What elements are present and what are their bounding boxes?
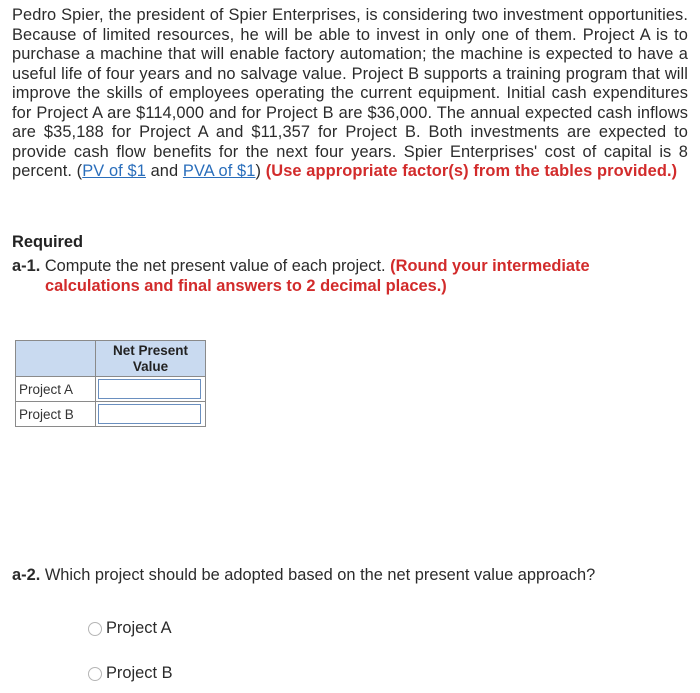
- a1-rounding-instruction-cont: calculations and final answers to 2 decimal places.): [45, 276, 447, 295]
- a2-number: a-2.: [12, 566, 41, 584]
- pva-of-1-link[interactable]: PVA of $1: [182, 162, 256, 180]
- a2-text: Which project should be adopted based on the net present value approach?: [44, 566, 596, 584]
- row-label-project-a: Project A: [16, 377, 96, 402]
- option-project-b[interactable]: [88, 664, 173, 683]
- problem-statement: [12, 6, 688, 182]
- option-label-project-a: Project A: [106, 619, 172, 637]
- pv-of-1-link[interactable]: PV of $1: [82, 162, 146, 180]
- table-row: [16, 402, 206, 427]
- problem-and-text: and: [145, 162, 183, 180]
- option-label-project-b: Project B: [106, 664, 173, 682]
- npv-input-project-a[interactable]: [98, 379, 201, 399]
- radio-project-b[interactable]: [88, 667, 102, 681]
- table-header-blank: [16, 341, 96, 377]
- npv-table: [15, 340, 206, 427]
- problem-close-paren: ): [255, 162, 266, 180]
- npv-cell-project-a: [96, 377, 206, 402]
- npv-cell-project-b: [96, 402, 206, 427]
- option-project-a[interactable]: [88, 619, 172, 638]
- radio-project-a[interactable]: [88, 622, 102, 636]
- required-heading: Required: [12, 233, 84, 251]
- question-a1: [12, 257, 688, 296]
- a1-rounding-instruction: (Round your intermediate: [390, 257, 590, 275]
- a1-text: Compute the net present value of each project.: [44, 257, 386, 275]
- npv-input-project-b[interactable]: [98, 404, 201, 424]
- npv-column-header: Net Present Value: [96, 341, 206, 377]
- question-a2: [12, 566, 595, 585]
- a1-number: a-1.: [12, 257, 41, 275]
- row-label-project-b: Project B: [16, 402, 96, 427]
- factor-instruction: (Use appropriate factor(s) from the tables provided.): [265, 162, 678, 180]
- table-row: [16, 377, 206, 402]
- problem-text: Pedro Spier, the president of Spier Enterprises, is considering two investment opportunities. Because of limited resources, he will be able to invest in only one of them. Project A is to purchase a machine that will enable factory automation; the machine is expected to have a useful life of four years and no salvage value. Project B supports a training program that will improve the skills of employees operating the current equipment. Initial cash expenditures for Project A are $114,000 and for Project B are $36,000. The annual expected cash inflows are $35,188 for Project A and $11,357 for Project B. Both investments are expected to provide cash flow benefits for the next four years. Spier Enterprises' cost of capital is 8 percent. (: [12, 6, 688, 180]
